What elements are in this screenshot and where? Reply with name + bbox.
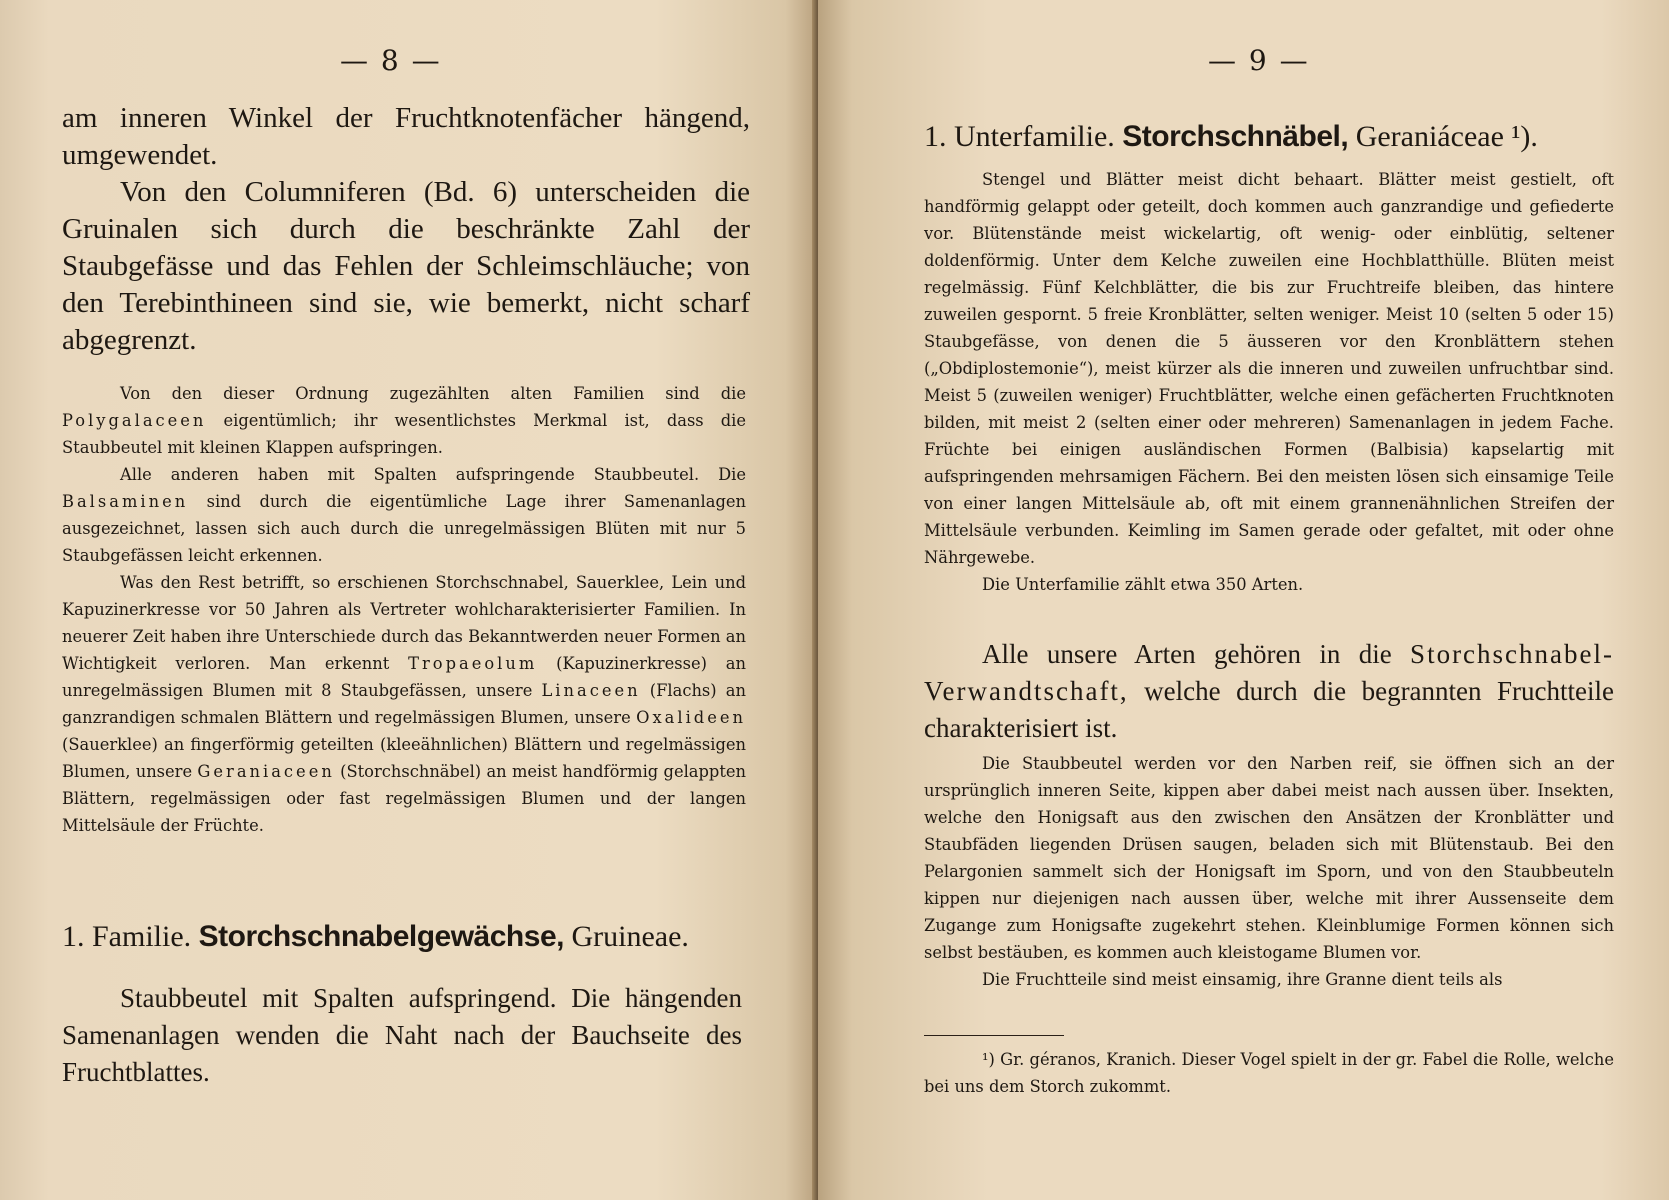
subfamily-heading bbox=[924, 120, 1538, 154]
text-span: Alle anderen haben mit Spalten aufspringende Staubbeutel. Die bbox=[120, 465, 746, 484]
pollination-paragraph: Die Staubbeutel werden vor den Narben reif, sie öffnen sich an der ursprünglich inneren Seite, kippen aber dabei meist nach aussen über. Insekten, welche den Honigsaft aus den zwischen den Ansätzen der Kronblätter und Staubfäden liegenden Drüsen saugen, beladen sich mit Blütenstaub. Bei den Pelargonien sammelt sich der Honigsaft im Sporn, und von den Staubbeuteln kippen nur diejenigen nach aussen über, welche mit ihrer Aussenseite dem Zugange zum Honigsafte zugekehrt stehen. Kleinblumige Formen können sich selbst bestäuben, es kommen auch kleistogame Blumen vor. bbox=[924, 754, 1614, 962]
kinship-block bbox=[924, 636, 1614, 747]
small-paragraph-3 bbox=[62, 569, 746, 839]
footnote-rule bbox=[924, 1035, 1064, 1036]
small-text-block bbox=[62, 380, 746, 839]
intro-paragraph-1: am inneren Winkel der Fruchtknotenfächer hängend, umgewendet. bbox=[62, 102, 750, 171]
left-page bbox=[0, 0, 818, 1200]
right-page bbox=[818, 0, 1669, 1200]
spaced-term: Geraniaceen bbox=[197, 762, 335, 781]
text-span: welche durch die begrannten Fruchtteile charakterisiert ist. bbox=[924, 676, 1614, 743]
subfamily-latin-name: Geraniáceae ¹). bbox=[1348, 120, 1538, 153]
spaced-term: Polygalaceen bbox=[62, 411, 207, 430]
text-span: sind durch die eigentümliche Lage ihrer Samenanlagen ausgezeichnet, lassen sich auch durch die unregelmässigen Blüten mit nur 5 Staubgefässen leicht erkennen. bbox=[62, 492, 746, 565]
text-span: Alle unsere Arten gehören in die bbox=[982, 639, 1411, 669]
text-span: Von den dieser Ordnung zugezählten alten Familien sind die bbox=[120, 384, 746, 403]
text-span: eigentümlich; ihr wesentlichstes Merkmal ist, dass die Staubbeutel mit kleinen Klappen aufspringen. bbox=[62, 411, 746, 457]
footnote-block bbox=[924, 1046, 1614, 1100]
heading-prefix: 1. Unterfamilie. bbox=[924, 120, 1123, 153]
fruit-paragraph: Die Fruchtteile sind meist einsamig, ihre Granne dient teils als bbox=[982, 970, 1503, 989]
text-span: Was den Rest betrifft, so erschienen Storchschnabel, Sauerklee, Lein und Kapuzinerkresse vor 50 Jahren als Vertreter wohlcharakterisierter Familien. In neuerer Zeit haben ihre Unterschiede durch das Bekanntwerden neuer Formen an Wichtigkeit verloren. Man erkennt bbox=[62, 573, 746, 673]
description-paragraph: Stengel und Blätter meist dicht behaart. Blätter meist gestielt, oft handförmig gelappt oder geteilt, doch kommen auch ganzrandige und gefiederte vor. Blütenstände meist wickelartig, oft wenig- oder einblütig, seltener doldenförmig. Unter dem Kelche zuweilen eine Hochblatthülle. Blüten meist regelmässig. Fünf Kelchblätter, die bis zur Fruchtreife bleiben, das hintere zuweilen gespornt. 5 freie Kronblätter, selten weniger. Meist 10 (selten 5 oder 15) Staubgefässe, von denen die 5 äusseren vor den Kronblättern stehen („Obdiplostemonie“), meist kürzer als die inneren und zuweilen unfruchtbar sind. Meist 5 (zuweilen weniger) Fruchtblätter, welche einen gefächerten Fruchtknoten bilden, mit meist 2 (selten einer oder mehreren) Samenanlagen in jedem Fache. Früchte bei einigen ausländischen Formen (Balbisia) kapselartig mit aufspringenden mehrsamigen Fächern. Bei den meisten lösen sich einsamige Teile von einer langen Mittelsäule ab, oft mit einem grannenähnlichen Streifen der Mittelsäule verbunden. Keimling im Samen gerade oder gefaltet, mit oder ohne Nährgewebe. bbox=[924, 170, 1614, 567]
spaced-term: Oxalideen bbox=[636, 708, 746, 727]
text-span: (Kapuzinerkresse) an unregelmässigen Blumen mit 8 Staubgefässen, unsere bbox=[62, 654, 746, 700]
intro-text-block bbox=[62, 100, 750, 359]
page-number-left: — 8 — bbox=[340, 44, 442, 77]
subfamily-name: Storchschnäbel, bbox=[1122, 120, 1349, 153]
small-paragraph-1 bbox=[62, 380, 746, 461]
footnote-text: ¹) Gr. géranos, Kranich. Dieser Vogel spielt in der gr. Fabel die Rolle, welche bei uns dem Storch zukommt. bbox=[924, 1050, 1614, 1096]
intro-paragraph-2: Von den Columniferen (Bd. 6) unterscheiden die Gruinalen sich durch die beschränkte Zahl der Staubgefässe und das Fehlen der Schleimschläuche; von den Terebinthineen sind sie, wie bemerkt, nicht scharf abgegrenzt. bbox=[62, 176, 750, 356]
spaced-term: Balsaminen bbox=[62, 492, 189, 511]
small-paragraph-2 bbox=[62, 461, 746, 569]
text-span: (Storchschnäbel) an meist handförmig gelappten Blättern, regelmässigen oder fast regelmässigen Blumen und der langen Mittelsäule der Früchte. bbox=[62, 762, 747, 835]
heading-prefix: 1. Familie. bbox=[62, 920, 199, 953]
family-name: Storchschnabelgewächse, bbox=[198, 920, 564, 953]
kinship-paragraph bbox=[924, 636, 1614, 747]
text-span: (Flachs) an ganzrandigen schmalen Blättern und regelmässigen Blumen, unsere bbox=[62, 681, 746, 727]
page-number-right: — 9 — bbox=[1208, 44, 1310, 77]
species-count: Die Unterfamilie zählt etwa 350 Arten. bbox=[982, 575, 1304, 594]
text-span: (Sauerklee) an fingerförmig geteilten (kleeähnlichen) Blättern und regelmässigen Blumen, unsere bbox=[62, 735, 746, 781]
spaced-term: Linaceen bbox=[541, 681, 641, 700]
family-heading bbox=[62, 920, 689, 954]
spaced-term: Tropaeolum bbox=[408, 654, 538, 673]
pollination-block bbox=[924, 750, 1614, 993]
description-block bbox=[924, 166, 1614, 598]
family-description: Staubbeutel mit Spalten aufspringend. Die hängenden Samenanlagen wenden die Naht nach der Bauchseite des Fruchtblattes. bbox=[62, 983, 742, 1087]
family-text-block bbox=[62, 980, 742, 1091]
spaced-term: Storchschnabel-Verwandtschaft, bbox=[924, 639, 1614, 706]
family-latin-name: Gruineae. bbox=[563, 920, 689, 953]
